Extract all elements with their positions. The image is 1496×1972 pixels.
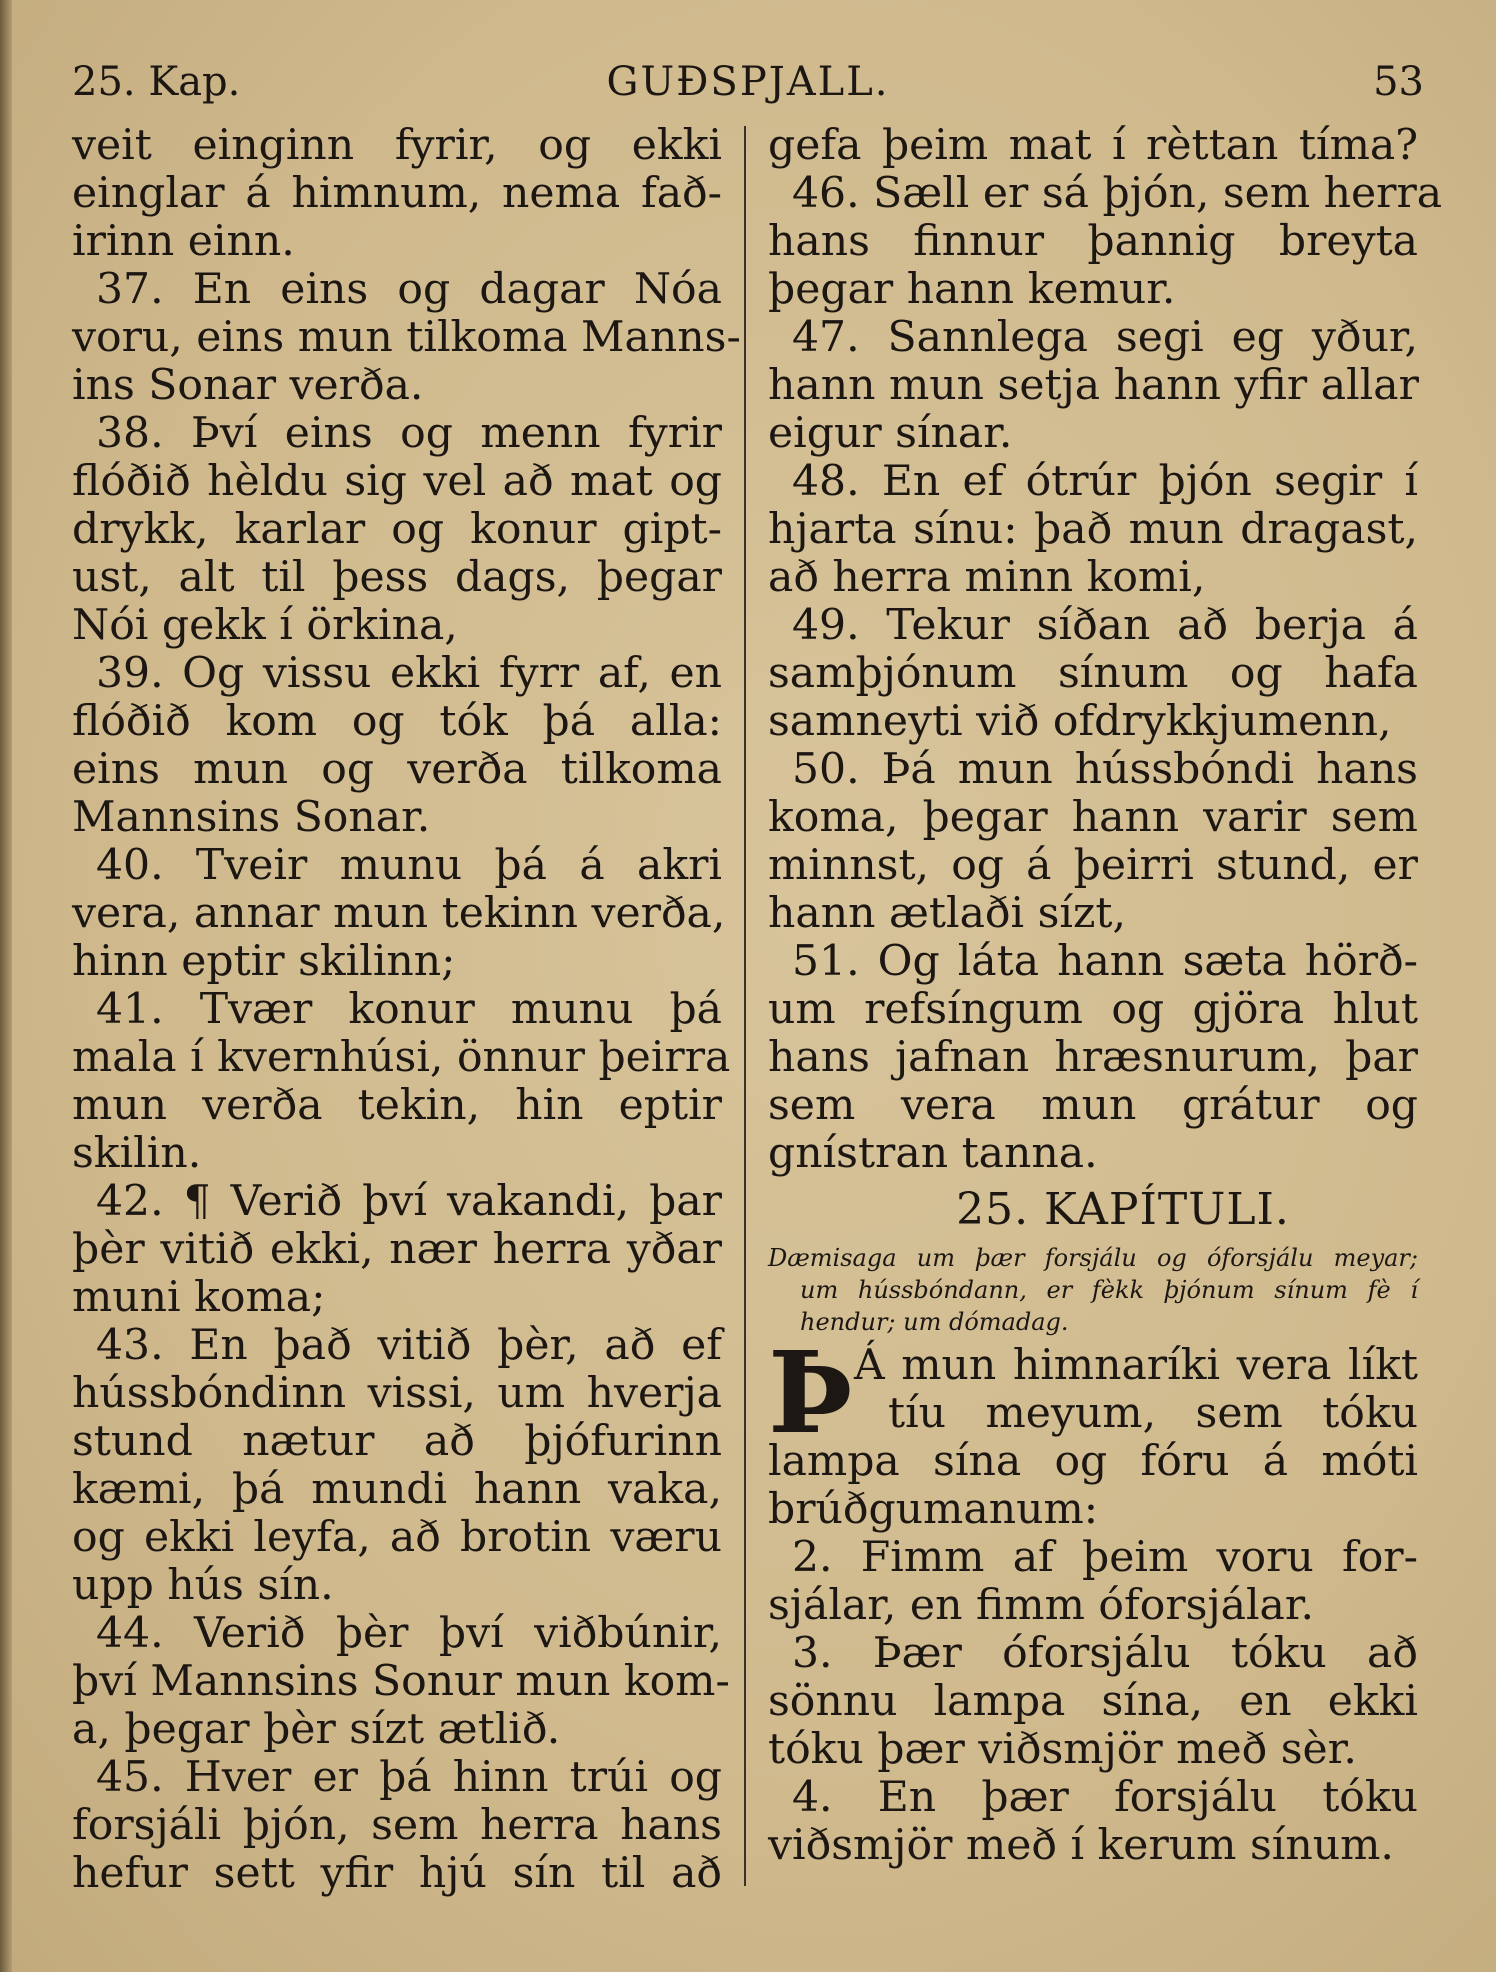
text-line: ins Sonar verða. [72, 361, 424, 410]
text-line: mala í kvernhúsi, önnur þeirra [72, 1033, 731, 1082]
text-line: 38. Því eins og menn fyrir [96, 409, 722, 458]
text-line: viðsmjör með í kerum sínum. [768, 1821, 1394, 1870]
text-line: forsjáli þjón, sem herra hans [72, 1801, 722, 1850]
text-line: samneyti við ofdrykkjumenn, [768, 697, 1392, 746]
page-gutter [0, 0, 12, 1972]
text-line: lampa sína og fóru á móti [768, 1437, 1418, 1486]
text-line: tíu meyum, sem tóku [888, 1389, 1418, 1438]
text-line: um refsíngum og gjöra hlut [768, 985, 1418, 1034]
chapter-summary [768, 1242, 1418, 1338]
text-line: muni koma; [72, 1273, 326, 1322]
text-line: hjarta sínu: það mun dragast, [768, 505, 1418, 554]
text-line: vera, annar mun tekinn verða, [72, 889, 726, 938]
text-line: koma, þegar hann varir sem [768, 793, 1418, 842]
text-line: hússbóndinn vissi, um hverja [72, 1369, 722, 1418]
text-line: irinn einn. [72, 217, 295, 266]
text-line: brúðgumanum: [768, 1485, 1099, 1534]
page-number: 53 [1373, 59, 1424, 105]
text-line: 45. Hver er þá hinn trúi og [96, 1753, 722, 1802]
text-line: sönnu lampa sína, en ekki [768, 1677, 1418, 1726]
text-line: Nói gekk í örkina, [72, 601, 458, 650]
text-line: mun verða tekin, hin eptir [72, 1081, 722, 1130]
running-header [72, 52, 1424, 112]
text-line: 3. Þær óforsjálu tóku að [792, 1629, 1418, 1678]
text-line: minnst, og á þeirri stund, er [768, 841, 1418, 890]
text-line: 49. Tekur síðan að berja á [792, 601, 1418, 650]
page-title: GUÐSPJALL. [606, 59, 890, 105]
summary-line: hendur; um dómadag. [800, 1308, 1069, 1336]
drop-cap: Þ [768, 1328, 853, 1459]
text-line: 39. Og vissu ekki fyrr af, en [96, 649, 722, 698]
text-line: að herra minn komi, [768, 553, 1206, 602]
text-line: kæmi, þá mundi hann vaka, [72, 1465, 722, 1514]
text-line: 4. En þær forsjálu tóku [792, 1773, 1418, 1822]
text-line: 42. ¶ Verið því vakandi, þar [96, 1177, 722, 1226]
text-line: a, þegar þèr sízt ætlið. [72, 1705, 561, 1754]
text-line: þegar hann kemur. [768, 265, 1176, 314]
right-column-verses-after [768, 1438, 1418, 1870]
text-line: samþjónum sínum og hafa [768, 649, 1418, 698]
text-line: Mannsins Sonar. [72, 793, 431, 842]
text-line: þèr vitið ekki, nær herra yðar [72, 1225, 722, 1274]
chapter-heading: 25. KAPÍTULI. [956, 1184, 1290, 1235]
chapter-label: 25. Kap. [72, 59, 241, 105]
text-line: flóðið hèldu sig vel að mat og [72, 457, 722, 506]
right-column [768, 121, 1443, 1870]
text-line: sjálar, en fimm óforsjálar. [768, 1581, 1315, 1630]
text-line: 47. Sannlega segi eg yður, [792, 313, 1418, 362]
right-column-verses [768, 121, 1443, 1178]
text-line: 37. En eins og dagar Nóa [96, 265, 722, 314]
text-line: því Mannsins Sonur mun kom- [72, 1657, 730, 1706]
text-line: sem vera mun grátur og [768, 1081, 1418, 1130]
text-line: flóðið kom og tók þá alla: [72, 697, 722, 746]
text-line: 41. Tvær konur munu þá [96, 985, 722, 1034]
text-line: hans finnur þannig breyta [768, 217, 1418, 266]
text-line: 46. Sæll er sá þjón, sem herra [792, 169, 1443, 218]
text-line: 51. Og láta hann sæta hörð- [792, 937, 1418, 986]
text-line: hefur sett yfir hjú sín til að [72, 1849, 722, 1898]
text-line: og ekki leyfa, að brotin væru [72, 1513, 722, 1562]
text-line: ust, alt til þess dags, þegar [72, 553, 722, 602]
text-line: upp hús sín. [72, 1561, 334, 1610]
text-line: 43. En það vitið þèr, að ef [96, 1321, 722, 1370]
text-line: 50. Þá mun hússbóndi hans [792, 745, 1418, 794]
opening-paragraph [768, 1328, 1418, 1459]
summary-line: um hússbóndann, er fèkk þjónum sínum fè í [800, 1276, 1418, 1304]
text-line: einglar á himnum, nema fað- [72, 169, 722, 218]
text-line: 44. Verið þèr því viðbúnir, [96, 1609, 722, 1658]
text-line: gnístran tanna. [768, 1129, 1098, 1178]
text-line: eins mun og verða tilkoma [72, 745, 722, 794]
text-line: Á mun himnaríki vera líkt [854, 1341, 1418, 1390]
text-line: hann mun setja hann yfir allar [768, 361, 1419, 410]
text-line: 2. Fimm af þeim voru for- [792, 1533, 1418, 1582]
text-line: voru, eins mun tilkoma Manns- [72, 313, 741, 362]
text-line: veit einginn fyrir, og ekki [72, 121, 722, 170]
text-line: hinn eptir skilinn; [72, 937, 456, 986]
text-line: hann ætlaði sízt, [768, 889, 1126, 938]
text-line: drykk, karlar og konur gipt- [72, 505, 722, 554]
text-line: tóku þær viðsmjör með sèr. [768, 1725, 1357, 1774]
text-line: stund nætur að þjófurinn [72, 1417, 722, 1466]
text-line: 48. En ef ótrúr þjón segir í [792, 457, 1418, 506]
text-line: eigur sínar. [768, 409, 1013, 458]
text-line: gefa þeim mat í rèttan tíma? [768, 121, 1418, 170]
summary-line: Dæmisaga um þær forsjálu og óforsjálu meyar; [768, 1244, 1418, 1272]
column-divider [744, 126, 746, 1886]
left-column [72, 121, 741, 1898]
text-line: hans jafnan hræsnurum, þar [768, 1033, 1418, 1082]
text-line: skilin. [72, 1129, 202, 1178]
text-line: 40. Tveir munu þá á akri [96, 841, 722, 890]
